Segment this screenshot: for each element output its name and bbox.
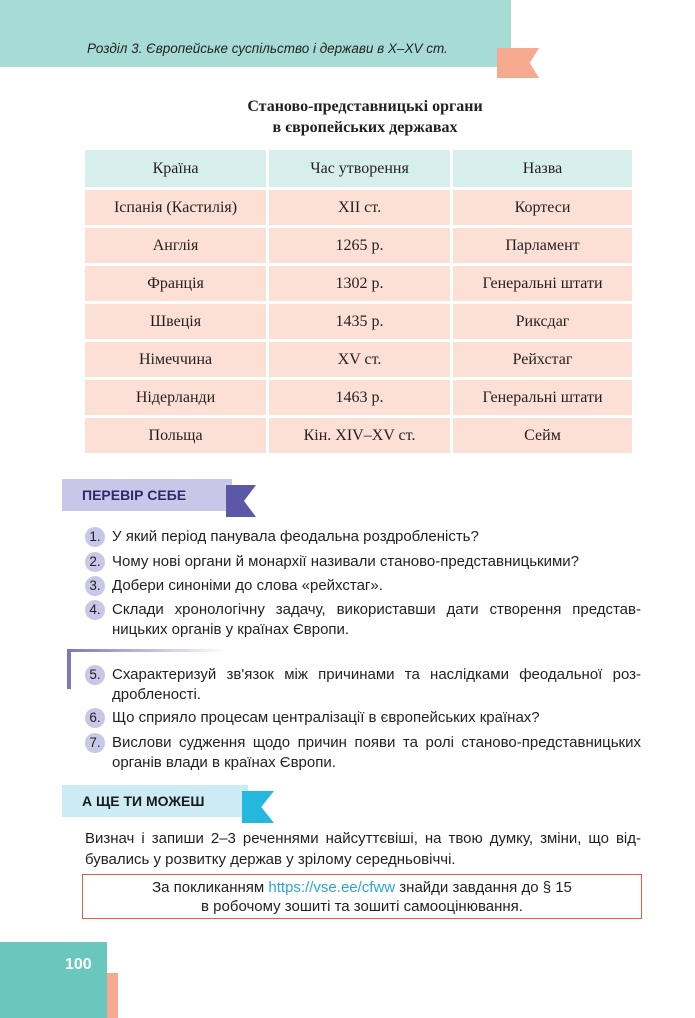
question-number-badge: 1.	[85, 527, 105, 547]
table-row	[85, 342, 632, 377]
online-tasks-line2: в робочому зошиті та зошиті самооцінювання.	[201, 898, 523, 915]
online-tasks-link[interactable]: https://vse.ee/cfww	[268, 879, 396, 896]
table-row	[85, 228, 632, 263]
cell-name: Генеральні штати	[453, 266, 632, 301]
question-number-badge: 4.	[85, 600, 105, 620]
question-text: Що сприяло процесам централізації в європейських країнах?	[112, 709, 540, 726]
you-can-also-ribbon	[242, 791, 274, 823]
table-title-line2: в європейських державах	[272, 119, 458, 136]
table-row	[85, 266, 632, 301]
question-item	[85, 665, 641, 705]
question-item	[85, 708, 641, 728]
question-number-badge: 2.	[85, 552, 105, 572]
question-item	[85, 733, 641, 773]
online-tasks-suffix: знайди завдання до § 15	[395, 879, 572, 896]
cell-name: Сейм	[453, 418, 632, 453]
cell-country: Німеччина	[85, 342, 266, 377]
representative-bodies-table	[82, 147, 635, 456]
online-tasks-prefix: За покликанням	[152, 879, 269, 896]
cell-country: Англія	[85, 228, 266, 263]
footer-strip	[107, 973, 118, 1018]
online-tasks-line1	[83, 878, 641, 897]
cell-name: Рейхстаг	[453, 342, 632, 377]
question-number-badge: 5.	[85, 665, 105, 685]
cell-date: Кін. XIV–XV ст.	[269, 418, 450, 453]
question-text: У який період панувала феодальна роздробленість?	[112, 528, 479, 545]
check-yourself-heading: ПЕРЕВІР СЕБЕ	[62, 479, 232, 511]
table-title	[150, 96, 580, 138]
question-item	[85, 576, 641, 596]
advanced-level-bar	[67, 649, 71, 689]
question-text: Добери синоніми до слова «рейхстаг».	[112, 577, 383, 594]
column-header-date: Час утворення	[269, 150, 450, 187]
cell-name: Парламент	[453, 228, 632, 263]
cell-date: 1435 р.	[269, 304, 450, 339]
cell-name: Кортеси	[453, 190, 632, 225]
cell-date: 1265 р.	[269, 228, 450, 263]
you-can-also-heading: А ЩЕ ТИ МОЖЕШ	[62, 785, 248, 817]
table-row	[85, 380, 632, 415]
table-header-row	[85, 150, 632, 187]
footer-band	[0, 942, 107, 1018]
question-number-badge: 6.	[85, 708, 105, 728]
cell-country: Іспанія (Кастилія)	[85, 190, 266, 225]
question-text: Вислови судження щодо причин появи та ролі станово-представницьких органів влади в країнах Європи.	[112, 734, 641, 771]
cell-country: Швеція	[85, 304, 266, 339]
question-text: Схарактеризуй зв'язок між причинами та наслідками феодальної роз-дробленості.	[112, 666, 641, 703]
question-item	[85, 527, 641, 547]
table-row	[85, 304, 632, 339]
cell-date: 1463 р.	[269, 380, 450, 415]
question-text: Чому нові органи й монархії називали станово-представницькими?	[112, 553, 579, 570]
table-title-line1: Станово-представницькі органи	[247, 98, 483, 115]
question-text: Склади хронологічну задачу, використавши дати створення представ-ницьких органів у країнах Європи.	[112, 601, 641, 638]
extra-task-text: Визнач і запиши 2–3 реченнями найсуттєвіші, на твою думку, зміни, що від-бувались у розвитку держав у зрілому середньовіччі.	[85, 830, 641, 868]
cell-country: Польща	[85, 418, 266, 453]
section-title: Розділ 3. Європейське суспільство і держави в Х–XV ст.	[87, 41, 448, 56]
question-item	[85, 600, 641, 640]
cell-country: Франція	[85, 266, 266, 301]
cell-date: XII ст.	[269, 190, 450, 225]
header-band	[0, 0, 511, 67]
cell-name: Риксдаг	[453, 304, 632, 339]
question-item	[85, 552, 641, 572]
table-row	[85, 418, 632, 453]
question-number-badge: 7.	[85, 733, 105, 753]
check-yourself-ribbon	[226, 485, 256, 517]
column-header-name: Назва	[453, 150, 632, 187]
table-row	[85, 190, 632, 225]
cell-date: XV ст.	[269, 342, 450, 377]
online-tasks-box	[82, 874, 642, 919]
question-number-badge: 3.	[85, 576, 105, 596]
page-number: 100	[65, 956, 92, 973]
cell-date: 1302 р.	[269, 266, 450, 301]
advanced-level-marker	[67, 649, 227, 652]
cell-country: Нідерланди	[85, 380, 266, 415]
cell-name: Генеральні штати	[453, 380, 632, 415]
column-header-country: Країна	[85, 150, 266, 187]
